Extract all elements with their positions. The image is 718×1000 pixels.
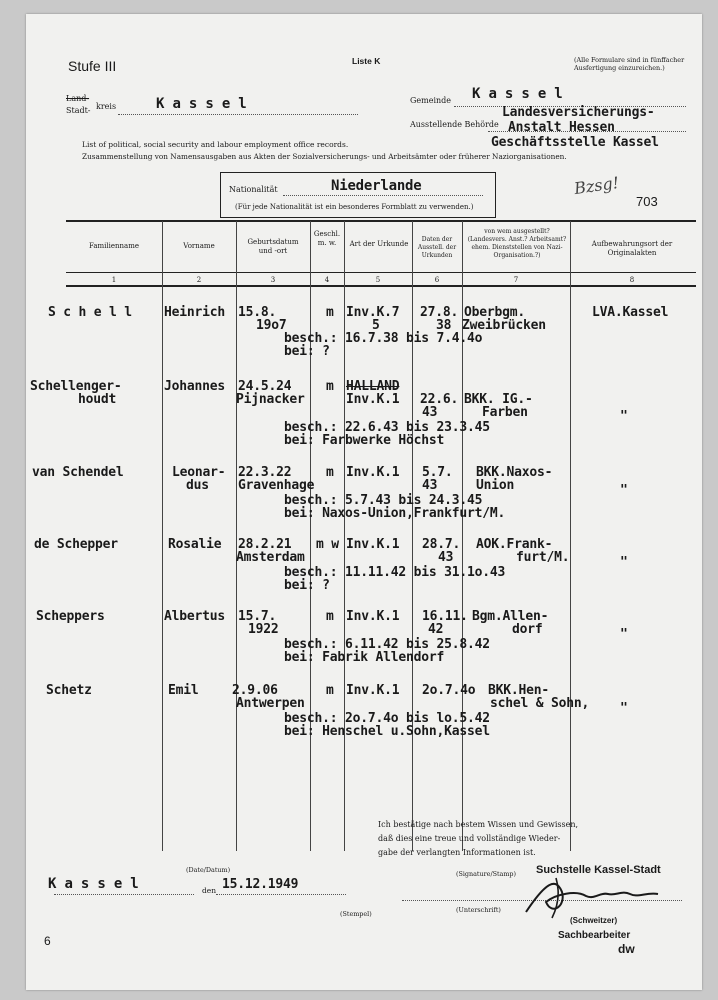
urkunde: Inv.K.1 — [346, 683, 400, 698]
ausgestellt-von: BKK.Naxos- — [476, 465, 553, 480]
geburtsort: 1922 — [248, 622, 279, 637]
col-header-urkunde: Art der Urkunde — [349, 240, 409, 248]
geschlecht: m — [326, 683, 334, 698]
urkunde: Inv.K.1 — [346, 465, 400, 480]
vorname: Albertus — [164, 609, 226, 624]
ausstellende-label: Ausstellende Behörde — [410, 120, 499, 129]
familienname: Scheppers — [36, 609, 105, 624]
col-number-2: 2 — [196, 276, 202, 284]
ausgestellt-von: Bgm.Allen- — [472, 609, 549, 624]
bei: bei: Henschel u.Sohn,Kassel — [284, 724, 490, 739]
col-number-5: 5 — [375, 276, 381, 284]
col-number-4: 4 — [324, 276, 330, 284]
nationality-value: Niederlande — [331, 178, 422, 194]
aufbewahrungsort: LVA.Kassel — [592, 305, 669, 320]
signing-date: 15.12.1949 — [222, 877, 299, 892]
table-row — [26, 538, 702, 618]
ausstellungsdatum: 22.6. — [420, 392, 459, 407]
stamp-office: Suchstelle Kassel-Stadt — [536, 864, 661, 876]
col-number-8: 8 — [629, 276, 635, 284]
aufbewahrungsort: " — [620, 483, 628, 498]
list-description-en: List of political, social security and labour employment office records. — [82, 140, 349, 149]
col-header-aufbewahrung: Aufbewahrungsort der Originalakten — [591, 240, 673, 257]
familienname: van Schendel — [32, 465, 124, 480]
bei: bei: ? — [284, 344, 330, 359]
ausgestellt-von: AOK.Frank- — [476, 537, 553, 552]
geburtsdatum: 28.2.21 — [238, 537, 292, 552]
form-note: (Alle Formulare sind in fünffacher Ausfertigung einzureichen.) — [574, 56, 685, 72]
bei: bei: ? — [284, 578, 330, 593]
col-number-7: 7 — [513, 276, 519, 284]
document-number: 703 — [636, 194, 658, 209]
ausgestellt-von-2: schel & Sohn, — [490, 696, 590, 711]
ausgestellt-von-2: furt/M. — [516, 550, 570, 565]
liste-label: Liste K — [352, 56, 381, 66]
ausgestellt-von-2: dorf — [512, 622, 543, 637]
bei: bei: Naxos-Union,Frankfurt/M. — [284, 506, 506, 521]
vorname: Rosalie — [168, 537, 222, 552]
geburtsort: Gravenhage — [238, 478, 315, 493]
ausstellungsjahr: 43 — [422, 478, 438, 493]
kreis-label: kreis — [96, 102, 117, 111]
geburtsdatum: 2.9.06 — [232, 683, 278, 698]
list-description-de: Zusammenstellung von Namensausgaben aus Akten der Sozialversicherungs- und Arbeitsämter oder früherer Naziorganisationen. — [82, 152, 567, 161]
vorname: Leonar- — [172, 465, 226, 480]
ausstellende-value-2: Anstalt Hessen — [508, 120, 615, 135]
familienname: de Schepper — [34, 537, 118, 552]
land-label: Land- — [66, 94, 90, 103]
vorname: Emil — [168, 683, 199, 698]
urkunde: Inv.K.1 — [346, 392, 400, 407]
aufbewahrungsort: " — [620, 627, 628, 642]
familienname: S c h e l l — [48, 305, 132, 320]
ausgestellt-von: Oberbgm. — [464, 305, 526, 320]
geschlecht: m w — [316, 537, 339, 552]
document-sheet — [26, 14, 702, 990]
urkunde-nr: 5 — [372, 318, 380, 333]
geschlecht: m — [326, 305, 334, 320]
table-top-rule — [66, 220, 696, 222]
geburtsort: Antwerpen — [236, 696, 305, 711]
ausgestellt-von-2: Farben — [482, 405, 528, 420]
vorname: Heinrich — [164, 305, 226, 320]
declaration-line-2: daß dies eine treue und vollständige Wieder- — [378, 834, 561, 843]
geschlecht: m — [326, 465, 334, 480]
aufbewahrungsort: " — [620, 555, 628, 570]
nationality-label: Nationalität — [229, 185, 278, 194]
geburtsort: Amsterdam — [236, 550, 305, 565]
urkunde: Inv.K.1 — [346, 609, 400, 624]
col-header-geschlecht: Geschl. m. w. — [313, 230, 341, 247]
ausstellungsdatum: 2o.7.4o — [422, 683, 476, 698]
nationality-box — [220, 172, 496, 218]
date-dotline — [216, 894, 346, 895]
ausstellungsjahr: 43 — [422, 405, 438, 420]
familienname-2: houdt — [78, 392, 117, 407]
table-row — [26, 380, 702, 460]
ausstellungsdatum: 16.11. — [422, 609, 468, 624]
nationality-dotline — [283, 195, 483, 196]
beschaeftigt: besch.: 6.11.42 bis 25.8.42 — [284, 637, 490, 652]
beschaeftigt: besch.: 11.11.42 bis 31.1o.43 — [284, 565, 506, 580]
geburtsdatum: 15.7. — [238, 609, 277, 624]
declaration-line-3: gabe der verlangten Informationen ist. — [378, 848, 536, 857]
geburtsort: Pijnacker — [236, 392, 305, 407]
ausstellungsjahr: 42 — [428, 622, 444, 637]
beschaeftigt: besch.: 5.7.43 bis 24.3.45 — [284, 493, 483, 508]
ausgestellt-von: BKK. IG.- — [464, 392, 533, 407]
beschaeftigt: besch.: 22.6.43 bis 23.3.45 — [284, 420, 490, 435]
gemeinde-value: K a s s e l — [472, 86, 563, 102]
geburtsort: 19o7 — [256, 318, 287, 333]
aufbewahrungsort: " — [620, 701, 628, 716]
table-number-rule — [66, 285, 696, 287]
col-header-ausgestellt: von wem ausgestellt? (Landesvers. Anst.? Arbeitsamt? ehem. Dienststellen von Nazi-Organisation.?) — [467, 228, 567, 259]
den-label: den — [202, 886, 217, 895]
table-row — [26, 684, 702, 764]
nationality-note: (Für jede Nationalität ist ein besonderes Formblatt zu verwenden.) — [235, 203, 474, 211]
ausgestellt-von-2: Zweibrücken — [462, 318, 546, 333]
ausstellende-value-3: Geschäftsstelle Kassel — [491, 135, 659, 150]
ausstellungsjahr: 43 — [438, 550, 454, 565]
bei: bei: Fabrik Allendorf — [284, 650, 445, 665]
table-row — [26, 466, 702, 546]
place-dotline — [54, 894, 194, 895]
col-number-3: 3 — [270, 276, 276, 284]
urkunde-crossed: HALLAND — [346, 379, 400, 394]
geburtsdatum: 22.3.22 — [238, 465, 292, 480]
stamp-name: (Schweitzer) — [570, 916, 618, 925]
col-header-familienname: Familienname — [88, 242, 140, 250]
unterschrift-label: (Unterschrift) — [456, 906, 501, 914]
stadt-label: Stadt- — [66, 106, 91, 115]
beschaeftigt: besch.: 2o.7.4o bis lo.5.42 — [284, 711, 490, 726]
ausstellungsdatum: 27.8. — [420, 305, 459, 320]
kreis-dotline — [118, 114, 358, 115]
ausstellende-dotline — [488, 131, 686, 132]
bei: bei: Farbwerke Höchst — [284, 433, 445, 448]
ausgestellt-von-2: Union — [476, 478, 515, 493]
declaration-line-1: Ich bestätige nach bestem Wissen und Gewissen, — [378, 820, 579, 829]
page-number: 6 — [44, 934, 51, 948]
familienname: Schetz — [46, 683, 92, 698]
ausstellungsdatum: 28.7. — [422, 537, 461, 552]
urkunde: Inv.K.1 — [346, 537, 400, 552]
vorname: Johannes — [164, 379, 226, 394]
signing-place: K a s s e l — [48, 876, 139, 892]
gemeinde-label: Gemeinde — [410, 96, 452, 105]
vorname-2: dus — [186, 478, 209, 493]
date-label: (Date/Datum) — [186, 866, 231, 874]
stempel-label: (Stempel) — [340, 910, 372, 918]
col-number-6: 6 — [434, 276, 440, 284]
table-header-rule — [66, 272, 696, 273]
col-header-vorname: Vorname — [183, 242, 215, 250]
handwritten-signature — [516, 872, 676, 920]
ausstellungsjahr: 38 — [436, 318, 452, 333]
geburtsdatum: 15.8. — [238, 305, 277, 320]
stamp-role: Sachbearbeiter — [558, 930, 631, 941]
ausgestellt-von: BKK.Hen- — [488, 683, 550, 698]
col-header-geburtsdatum: Geburtsdatum und -ort — [247, 238, 299, 255]
handwritten-note: Bzsg! — [572, 172, 621, 199]
beschaeftigt: besch.: 16.7.38 bis 7.4.4o — [284, 331, 483, 346]
geschlecht: m — [326, 379, 334, 394]
col-header-daten: Daten der Ausstell. der Urkunden — [417, 236, 457, 259]
stamp-initials: dw — [618, 942, 635, 956]
geschlecht: m — [326, 609, 334, 624]
ausstellungsdatum: 5.7. — [422, 465, 453, 480]
familienname: Schellenger- — [30, 379, 122, 394]
kreis-value: K a s s e l — [156, 96, 247, 112]
geburtsdatum: 24.5.24 — [238, 379, 292, 394]
stufe-label: Stufe III — [68, 58, 117, 74]
col-number-1: 1 — [111, 276, 117, 284]
signature-label: (Signature/Stamp) — [456, 870, 517, 878]
table-row — [26, 610, 702, 690]
table-row — [26, 306, 702, 386]
urkunde: Inv.K.7 — [346, 305, 400, 320]
aufbewahrungsort: " — [620, 409, 628, 424]
ausstellende-value-1: Landesversicherungs- — [502, 105, 655, 120]
